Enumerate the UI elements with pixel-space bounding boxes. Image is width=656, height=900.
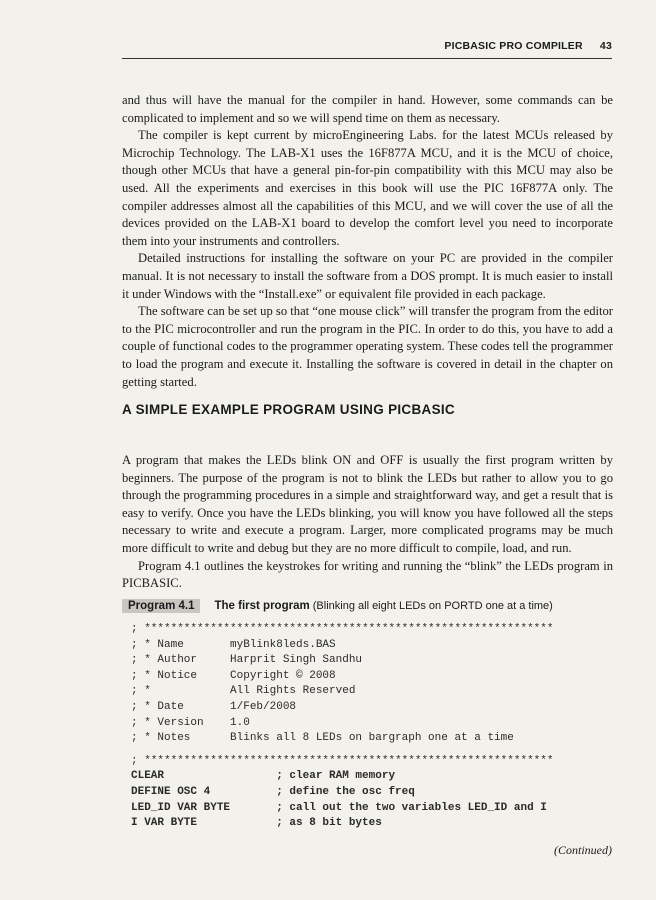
code-divider-line: ; ************************************************************** bbox=[131, 754, 554, 767]
code-line: DEFINE OSC 4 ; define the osc freq bbox=[131, 785, 415, 798]
section-paragraph-2: Program 4.1 outlines the keystrokes for writing and running the “blink” the LEDs program in PICBASIC. bbox=[122, 558, 613, 591]
code-header-line: ; * Date 1/Feb/2008 bbox=[131, 700, 297, 713]
code-header-line: ; * Version 1.0 bbox=[131, 716, 250, 729]
code-line: LED_ID VAR BYTE ; call out the two variables LED_ID and I bbox=[131, 801, 547, 814]
paragraph-3: Detailed instructions for installing the software on your PC are provided in the compiler manual. It is not necessary to install the software from a DOS prompt. It is much easier to install it under Windows with the “Install.exe” or equivalent file provided in each package. bbox=[122, 251, 613, 301]
listing-title: The first program bbox=[214, 600, 310, 612]
paragraph-2: The compiler is kept current by microEngineering Labs. for the latest MCUs released by Microchip Technology. The LAB-X1 uses the 16F877A MCU, and it is the MCU of choice, though other MCUs that have a general pin-for-pin compatibility with this MCU may also be used. All the experiments and exercises in this book will use the PIC 16F877A only. The compiler addresses almost all the capabilities of this MCU, and we will cover the use of all the devices provided on the LAB-X1 board to develop the comfort level you need to incorporate them into your instruments and controllers. bbox=[122, 128, 613, 248]
code-line: I VAR BYTE ; as 8 bit bytes bbox=[131, 817, 382, 830]
paragraph-4: The software can be set up so that “one mouse click” will transfer the program from the editor to the PIC microcontroller and run the program in the PIC. In order to do this, you have to add a couple of functional codes to the programmer operating system. These codes tell the programmer to load the program and execute it. Installing the software is covered in detail in the chapter on getting started. bbox=[122, 304, 613, 389]
section-paragraph-1: A program that makes the LEDs blink ON and OFF is usually the first program written by beginners. The purpose of the program is not to blink the LEDs but rather to allow you to go through the programming procedures in a simple and straightforward way, and get a result that is easy to verify. Once you have the LEDs blinking, you will know you have followed all the steps necessary to write and execute a program. Larger, more complicated programs may be much more difficult to write and debug but they are no more difficult to compile, load, and run. bbox=[122, 453, 613, 555]
section-text bbox=[122, 452, 613, 593]
code-header-line: ; * Notice Copyright © 2008 bbox=[131, 669, 336, 682]
running-header bbox=[122, 40, 612, 59]
section-heading: A SIMPLE EXAMPLE PROGRAM USING PICBASIC bbox=[122, 402, 455, 417]
code-header-line: ; * Author Harprit Singh Sandhu bbox=[131, 654, 363, 667]
intro-text bbox=[122, 92, 613, 391]
code-header-line: ; * Notes Blinks all 8 LEDs on bargraph one at a time bbox=[131, 732, 514, 745]
paragraph-1: and thus will have the manual for the compiler in hand. However, some commands can be complicated to implement and so we will spend time on them as necessary. bbox=[122, 93, 613, 125]
code-line: CLEAR ; clear RAM memory bbox=[131, 770, 396, 783]
listing-caption bbox=[122, 599, 622, 613]
code-header-line: ; ************************************************************** bbox=[131, 623, 554, 635]
listing-subtitle: (Blinking all eight LEDs on PORTD one at a time) bbox=[312, 600, 553, 612]
code-listing bbox=[131, 622, 621, 832]
continued-note: (Continued) bbox=[554, 843, 612, 857]
running-title: PICBASIC PRO COMPILER bbox=[444, 40, 583, 52]
page-number: 43 bbox=[599, 40, 612, 52]
code-header-line: ; * All Rights Reserved bbox=[131, 685, 356, 698]
listing-label: Program 4.1 bbox=[122, 599, 200, 613]
code-header-line: ; * Name myBlink8leds.BAS bbox=[131, 638, 336, 651]
